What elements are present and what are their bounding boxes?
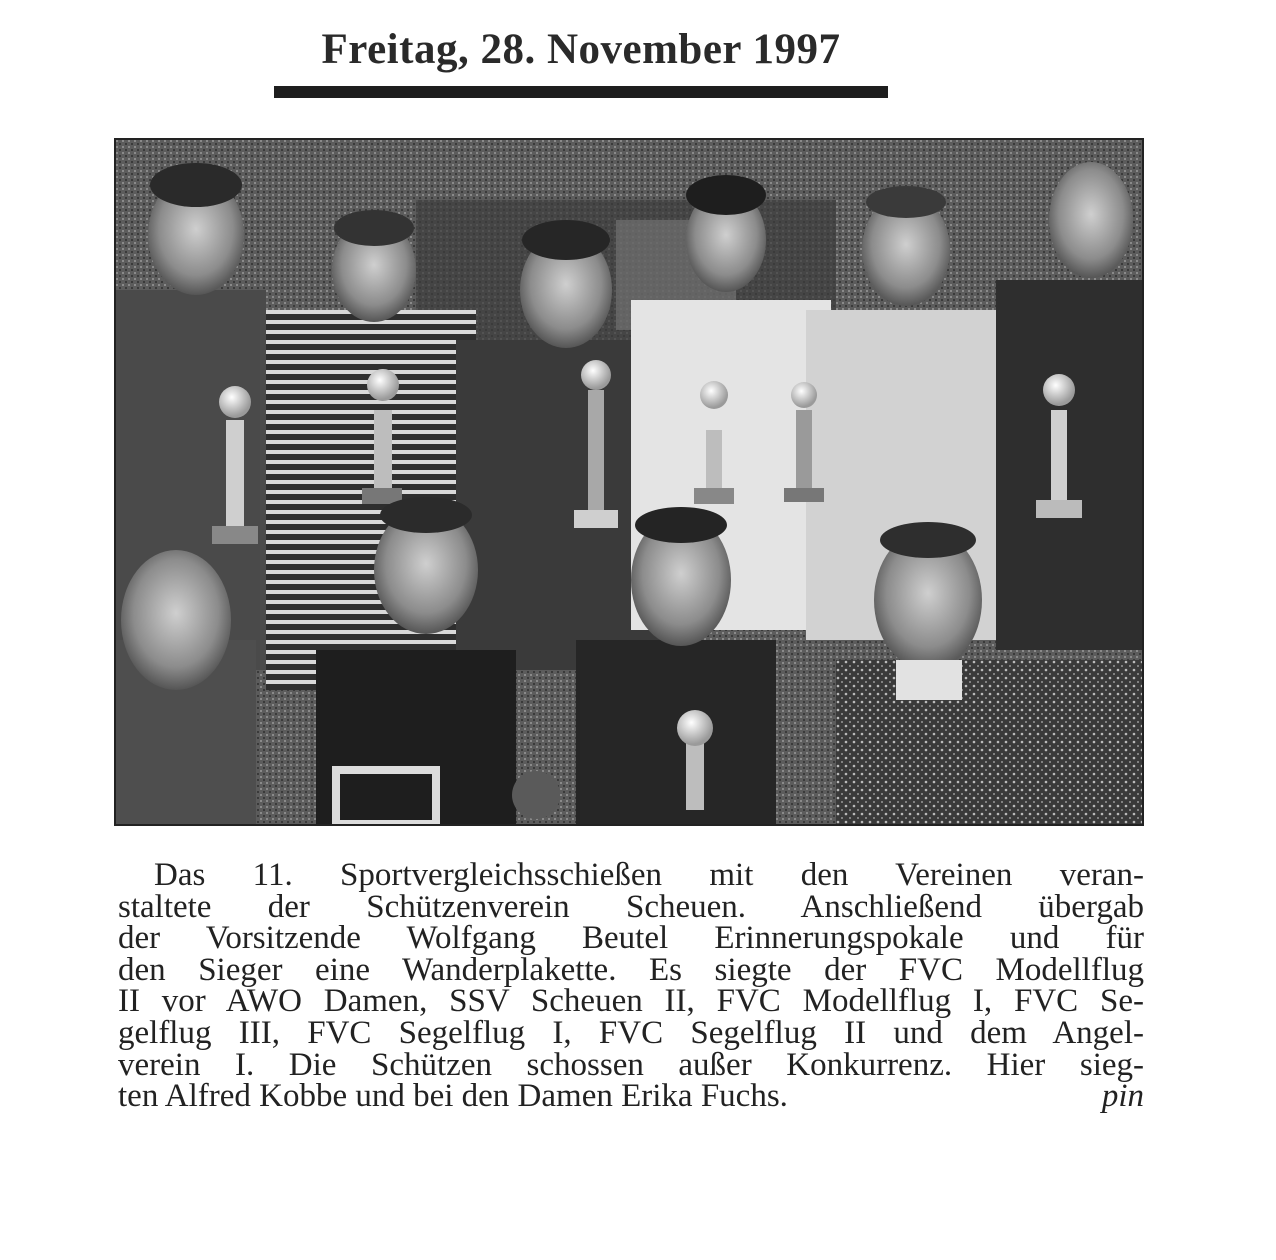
caption-last-line	[118, 1078, 1144, 1115]
caption-line: den Sieger eine Wanderplakette. Es siegte der FVC Modellflug	[118, 951, 1144, 988]
article-date: Freitag, 28. November 1997	[321, 26, 841, 73]
group-photo	[114, 138, 1144, 826]
caption-line: II vor AWO Damen, SSV Scheuen II, FVC Modellflug I, FVC Se-	[118, 983, 1144, 1020]
caption-line: staltete der Schützenverein Scheuen. Anschließend übergab	[118, 888, 1144, 925]
author-initials: pin	[1101, 1078, 1144, 1115]
caption-line: der Vorsitzende Wolfgang Beutel Erinnerungspokale und für	[118, 920, 1144, 957]
date-underline-rule	[274, 86, 888, 98]
caption-line: ten Alfred Kobbe und bei den Damen Erika Fuchs.	[118, 1078, 788, 1115]
caption-line: verein I. Die Schützen schossen außer Konkurrenz. Hier sieg-	[118, 1046, 1144, 1083]
caption-line: gelflug III, FVC Segelflug I, FVC Segelflug II und dem Angel-	[118, 1014, 1144, 1051]
photo-caption	[118, 857, 1144, 1115]
caption-line: Das 11. Sportvergleichsschießen mit den Vereinen veran-	[154, 857, 1144, 893]
